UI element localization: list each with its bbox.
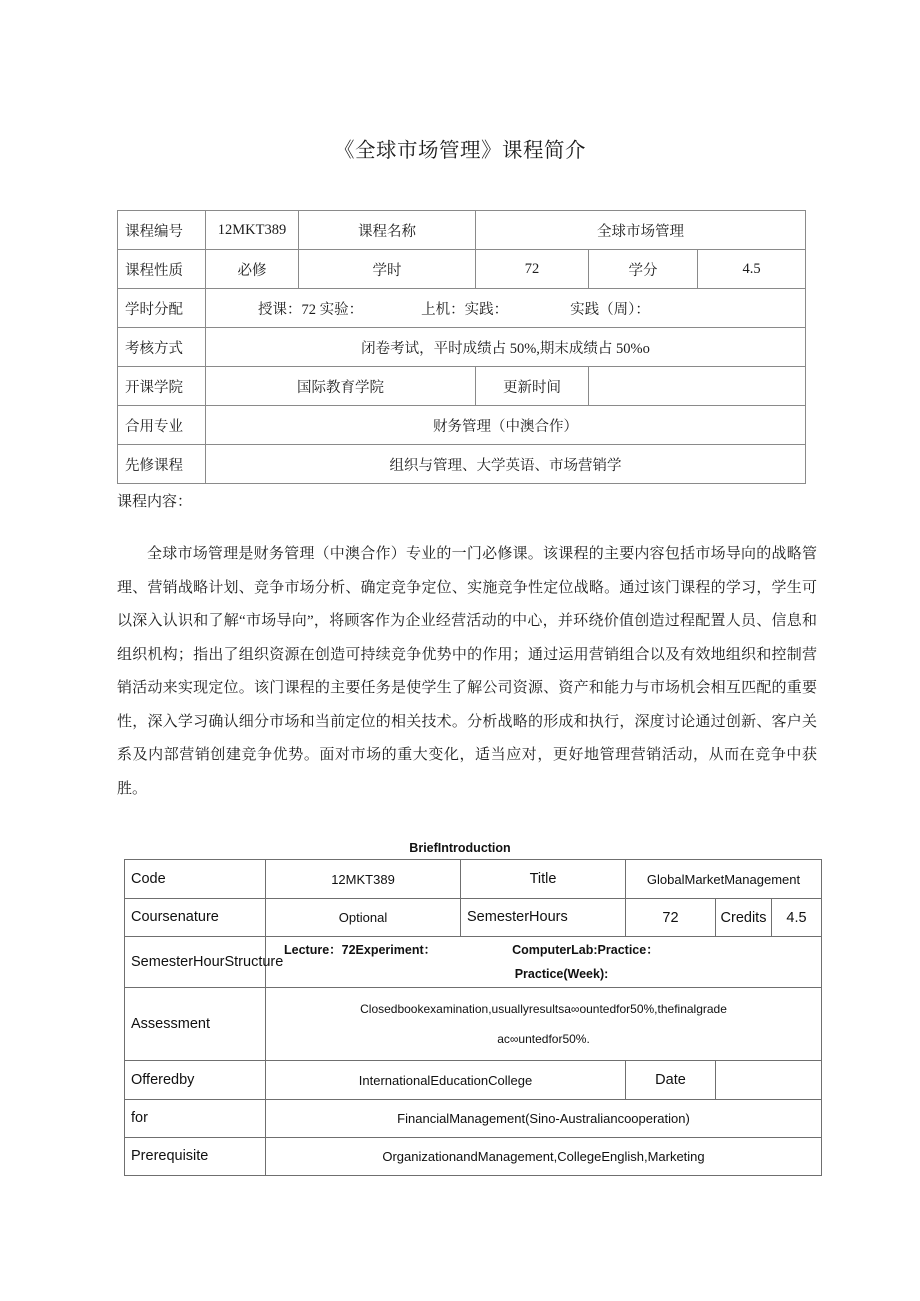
table-row [125, 860, 822, 899]
en-nature-label: Coursenature [125, 899, 266, 937]
en-prerequisite-value: OrganizationandManagement,CollegeEnglish,Marketing [266, 1138, 822, 1176]
cn-prereq-label: 先修课程 [118, 445, 206, 484]
en-hour-structure-label: SemesterHourStructure [125, 937, 266, 988]
en-assessment-line1: Closedbookexamination,usuallyresultsa∞ountedfor50%,thefinalgrade [360, 1002, 727, 1016]
cn-credits-value: 4.5 [698, 250, 806, 289]
cn-college-label: 开课学院 [118, 367, 206, 406]
cn-nature-value: 必修 [206, 250, 299, 289]
table-row [118, 406, 806, 445]
en-hour-structure-value [266, 937, 822, 988]
cn-code-value: 12MKT389 [206, 211, 299, 250]
cn-major-label: 合用专业 [118, 406, 206, 445]
cn-major-value: 财务管理（中澳合作） [206, 406, 806, 445]
cn-date-value [589, 367, 806, 406]
cn-date-label: 更新时间 [476, 367, 589, 406]
cn-name-label: 课程名称 [299, 211, 476, 250]
cn-hours-label: 学时 [299, 250, 476, 289]
page-title: 《全球市场管理》课程简介 [334, 140, 586, 162]
cn-name-value: 全球市场管理 [476, 211, 806, 250]
cn-hour-alloc-label: 学时分配 [118, 289, 206, 328]
table-row [118, 328, 806, 367]
en-offeredby-label: Offeredby [125, 1061, 266, 1100]
en-computerlab-text: ComputerLab:Practice： [512, 943, 659, 957]
table-row [118, 211, 806, 250]
cn-lecture-text: 授课：72 实验： [258, 301, 364, 318]
table-row [125, 1100, 822, 1138]
table-row [125, 1061, 822, 1100]
table-row [118, 445, 806, 484]
en-lecture-text: Lecture：72Experiment： [284, 943, 437, 957]
en-prerequisite-label: Prerequisite [125, 1138, 266, 1176]
en-assessment-value [266, 988, 822, 1061]
en-for-value: FinancialManagement(Sino-Australiancooperation) [266, 1100, 822, 1138]
table-row [125, 937, 822, 988]
cn-assessment-label: 考核方式 [118, 328, 206, 367]
english-course-info-table [124, 859, 821, 1176]
cn-hour-alloc-value [206, 289, 806, 328]
en-practice-week-text: Practice(Week): [514, 967, 609, 981]
course-content-heading: 课程内容： [117, 494, 193, 510]
table-row [118, 367, 806, 406]
en-date-label: Date [626, 1061, 716, 1100]
cn-credits-label: 学分 [589, 250, 698, 289]
cn-hours-value: 72 [476, 250, 589, 289]
course-content-paragraph: 全球市场管理是财务管理（中澳合作）专业的一门必修课。该课程的主要内容包括市场导向的战略管理、营销战略计划、竞争市场分析、确定竞争定位、实施竞争性定位战略。通过该门课程的学习，学生可以深入认识和了解“市场导向”，将顾客作为企业经营活动的中心，并环绕价值创造过程配置人员、信息和组织机构；指出了组织资源在创造可持续竞争优势中的作用；通过运用营销组合以及有效地组织和控制营销活动来实现定位。该门课程的主要任务是使学生了解公司资源、资产和能力与市场机会相互匹配的重要性，深入学习确认细分市场和当前定位的相关技术。分析战略的形成和执行，深度讨论通过创新、客户关系及内部营销创建竞争优势。面对市场的重大变化，适当应对，更好地管理营销活动，从而在竞争中获胜。 [117, 546, 817, 797]
table-row [125, 988, 822, 1061]
en-credits-label: Credits [716, 899, 772, 937]
en-code-label: Code [125, 860, 266, 899]
table-row [125, 899, 822, 937]
en-date-value [716, 1061, 822, 1100]
en-title-label: Title [461, 860, 626, 899]
en-code-value: 12MKT389 [266, 860, 461, 899]
cn-practice-text: 实践（周）： [570, 301, 650, 318]
cn-computer-text: 上机：实践： [421, 301, 509, 318]
en-assessment-label: Assessment [125, 988, 266, 1061]
en-assessment-line2: ac∞untedfor50%. [497, 1032, 590, 1046]
cn-prereq-value: 组织与管理、大学英语、市场营销学 [206, 445, 806, 484]
en-hours-value: 72 [626, 899, 716, 937]
cn-nature-label: 课程性质 [118, 250, 206, 289]
table-row [118, 250, 806, 289]
chinese-course-info-table [117, 210, 805, 484]
brief-introduction-heading: BriefIntroduction [409, 841, 511, 855]
en-for-label: for [125, 1100, 266, 1138]
en-title-value: GlobalMarketManagement [626, 860, 822, 899]
cn-assessment-value: 闭卷考试，平时成绩占 50%,期末成绩占 50%o [206, 328, 806, 367]
en-credits-value: 4.5 [772, 899, 822, 937]
en-offeredby-value: InternationalEducationCollege [266, 1061, 626, 1100]
cn-college-value: 国际教育学院 [206, 367, 476, 406]
en-hours-label: SemesterHours [461, 899, 626, 937]
cn-code-label: 课程编号 [118, 211, 206, 250]
en-nature-value: Optional [266, 899, 461, 937]
table-row [118, 289, 806, 328]
table-row [125, 1138, 822, 1176]
